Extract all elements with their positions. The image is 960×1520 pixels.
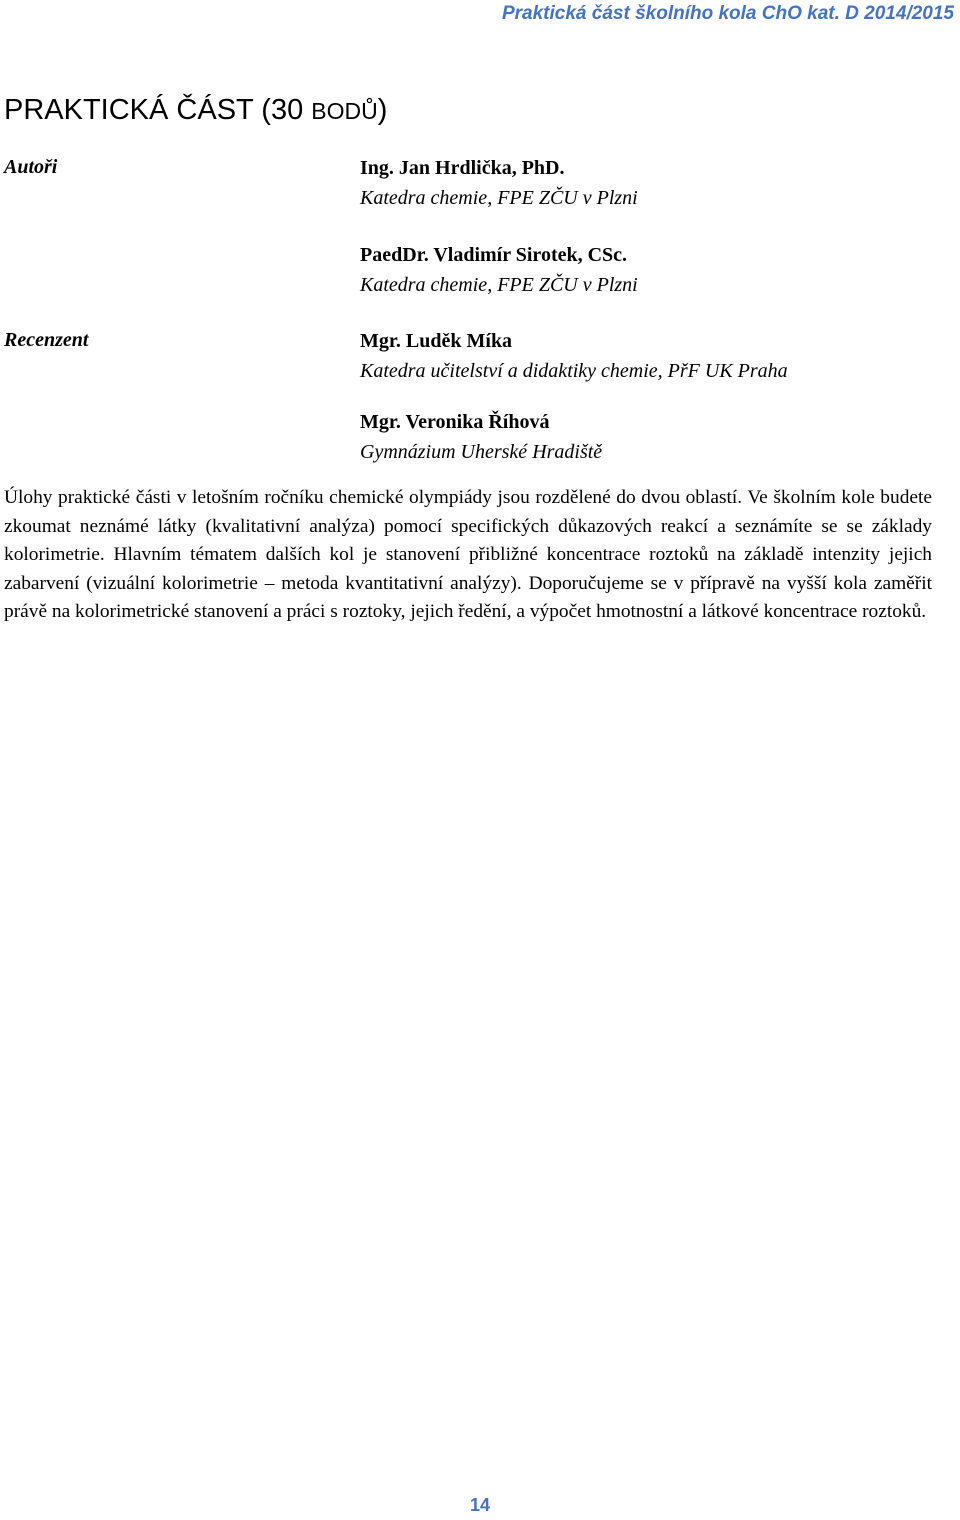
- section-title-end: ): [377, 94, 388, 126]
- section-title-main: PRAKTICKÁ ČÁST (30: [4, 94, 312, 126]
- author-1-name: Ing. Jan Hrdlička, PhD.: [360, 157, 565, 179]
- reviewer-2-name: Mgr. Veronika Říhová: [360, 411, 550, 433]
- reviewer-2: [360, 409, 602, 465]
- reviewer-label: Recenzent: [4, 329, 89, 351]
- reviewer-1-name: Mgr. Luděk Míka: [360, 330, 513, 352]
- author-1: [360, 155, 638, 211]
- page-number: 14: [469, 1495, 491, 1515]
- running-header: Praktická část školního kola ChO kat. D 2014/2015: [501, 3, 954, 24]
- intro-paragraph: Úlohy praktické části v letošním ročníku chemické olympiády jsou rozdělené do dvou oblastí. Ve školním kole budete zkoumat neznámé látky (kvalitativní analýza) pomocí specifických důkazových reakcí a seznámíte se se základy kolorimetrie. Hlavním tématem dalších kol je stanovení přibližné koncentrace roztoků na základě intenzity jejich zabarvení (vizuální kolorimetrie – metoda kvantitativní analýzy). Doporučujeme se v přípravě na vyšší kola zaměřit právě na kolorimetrické stanovení a práci s roztoky, jejich ředění, a výpočet hmotnostní a látkové koncentrace roztoků.: [4, 487, 932, 622]
- section-title-small-caps: BODŮ: [311, 98, 378, 124]
- authors-label: Autoři: [4, 156, 58, 178]
- section-title: [4, 92, 387, 129]
- reviewer-1: [360, 328, 788, 384]
- author-1-affiliation: Katedra chemie, FPE ZČU v Plzni: [360, 187, 638, 209]
- reviewer-1-affiliation: Katedra učitelství a didaktiky chemie, PřF UK Praha: [360, 360, 788, 382]
- author-2-affiliation: Katedra chemie, FPE ZČU v Plzni: [360, 274, 638, 296]
- reviewer-2-affiliation: Gymnázium Uherské Hradiště: [360, 441, 603, 463]
- author-2: [360, 242, 638, 298]
- author-2-name: PaedDr. Vladimír Sirotek, CSc.: [360, 244, 628, 266]
